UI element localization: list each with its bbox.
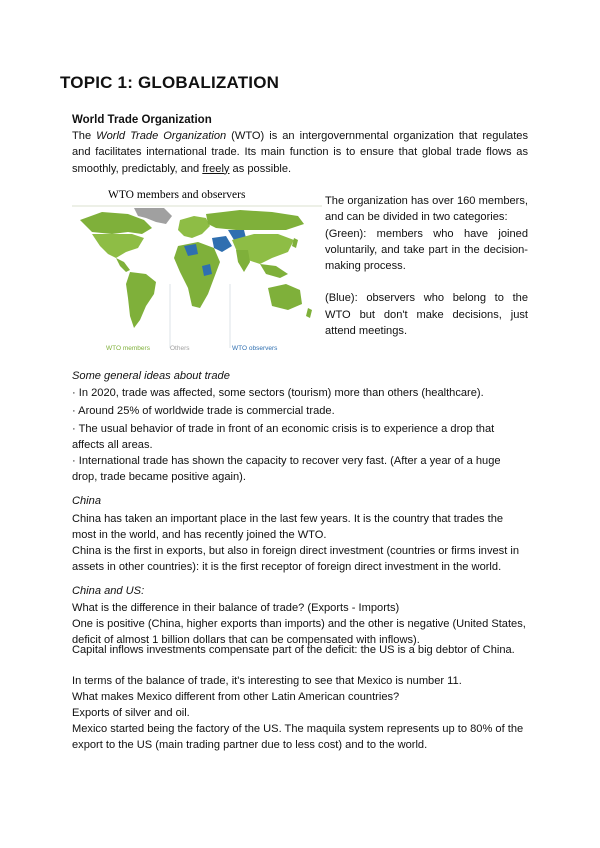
india-region (236, 250, 250, 272)
usa-mexico-region (92, 234, 144, 258)
china-paragraph-1: China has taken an important place in the last few years. It is the country that trades the most in the world, and has recently joined the WTO. (72, 513, 504, 541)
china-us-line: Capital inflows investments compensate part of the deficit: the US is a big debtor of China. (72, 644, 515, 656)
observer-middle-east (212, 236, 232, 252)
southeast-asia-region (260, 264, 288, 278)
europe-region (178, 216, 210, 238)
wto-side-text (325, 193, 528, 339)
section-heading-wto: World Trade Organization (72, 114, 212, 126)
china-us-line: What is the difference in their balance of trade? (Exports - Imports) (72, 602, 400, 614)
spacer (325, 274, 528, 290)
ideas-item: · In 2020, trade was affected, some sectors (tourism) more than others (healthcare). (72, 387, 484, 399)
section-heading-china-us: China and US: (72, 585, 145, 597)
legend-others: Others (170, 345, 190, 352)
new-zealand-region (306, 308, 312, 318)
central-america-region (116, 258, 130, 272)
intro-text: (WTO) is an intergovernmental organization that regulates and facilitates international trade. Its main function is to ensure that global trade flows as smoothly, predictably, and (72, 130, 528, 175)
intro-text: as possible. (229, 162, 292, 175)
china-us-line: One is positive (China, higher exports than imports) and the other is negative (United States, deficit of almost 1 billion dollars that can be compensated with inflows). (72, 618, 526, 646)
china-paragraph-2: China is the first in exports, but also in foreign direct investment (countries or firms invest in assets in other countries): it is the first receptor of foreign direct investment in the world. (72, 545, 520, 573)
mexico-line: What makes Mexico different from other Latin American countries? (72, 691, 400, 703)
ideas-item: · The usual behavior of trade in front of an economic crisis is to experience a drop that affects all areas. (72, 423, 495, 451)
section-heading-china: China (72, 495, 101, 507)
world-map (72, 186, 322, 354)
page-title: TOPIC 1: GLOBALIZATION (60, 73, 280, 92)
south-america-region (126, 272, 156, 328)
intro-text: The (72, 130, 97, 142)
legend-members: WTO members (106, 345, 150, 352)
russia-region (206, 210, 304, 230)
side-paragraph-2: (Green): members who have joined voluntarily, and take part in the decision-making process. (325, 227, 528, 273)
ideas-item: · Around 25% of worldwide trade is commercial trade. (72, 405, 335, 417)
section-heading-ideas: Some general ideas about trade (72, 370, 230, 382)
mexico-line: Mexico started being the factory of the US. The maquila system represents up to 80% of the export to the US (main trading partner due to less cost) and to the world. (72, 723, 524, 751)
mexico-line: In terms of the balance of trade, it's interesting to see that Mexico is number 11. (72, 675, 462, 687)
australia-region (268, 284, 302, 310)
japan-region (292, 238, 298, 248)
intro-freely: freely (202, 162, 230, 175)
mexico-line: Exports of silver and oil. (72, 707, 190, 719)
ideas-item: · International trade has shown the capacity to recover very fast. (After a year of a huge drop, trade became positive again). (72, 455, 501, 483)
intro-wto-name: World Trade Organization (96, 130, 227, 142)
wto-intro-paragraph (72, 128, 528, 177)
side-paragraph-1: The organization has over 160 members, and can be divided in two categories: (325, 195, 528, 224)
map-title: WTO members and observers (108, 189, 246, 201)
legend-observers: WTO observers (232, 345, 278, 352)
wto-map-figure (72, 186, 322, 354)
side-paragraph-3: (Blue): observers who belong to the WTO but don't make decisions, just attend meetings. (325, 292, 528, 338)
